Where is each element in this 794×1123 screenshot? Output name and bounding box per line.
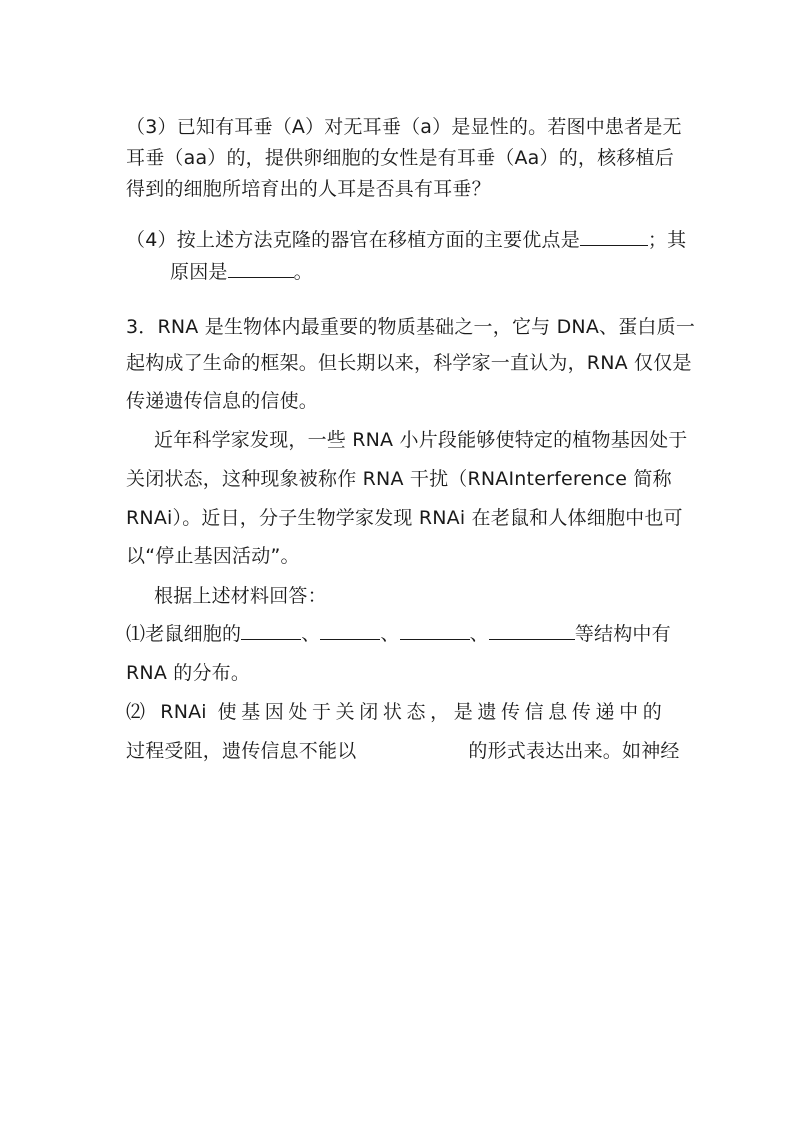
q4-prompt-end: ；其 bbox=[647, 229, 687, 251]
s3-p1-line-1: 3．RNA 是生物体内最重要的物质基础之一，它与 DNA、蛋白质一 bbox=[126, 316, 696, 338]
s3-p1-line-2: 起构成了生命的框架。但长期以来，科学家一直认为，RNA 仅仅是 bbox=[126, 352, 692, 374]
separator: 、 bbox=[301, 623, 321, 645]
s3-p1-line-3: 传递遗传信息的信使。 bbox=[126, 390, 319, 412]
sub2-line-2 bbox=[126, 738, 680, 764]
q3-line-3: 得到的细胞所培育出的人耳是否具有耳垂？ bbox=[126, 178, 491, 200]
separator: 、 bbox=[380, 623, 400, 645]
sub2-text-a: 过程受阻，遗传信息不能以 bbox=[126, 740, 357, 762]
answer-blank[interactable] bbox=[241, 621, 301, 640]
answer-blank[interactable] bbox=[580, 227, 648, 246]
q4-prompt: （4）按上述方法克隆的器官在移植方面的主要优点是 bbox=[126, 229, 580, 251]
q3-line-1: （3）已知有耳垂（A）对无耳垂（a）是显性的。若图中患者是无 bbox=[126, 116, 682, 138]
sub2-text-b: 的形式表达出来。如神经 bbox=[468, 740, 680, 762]
sub1-label-end: 等结构中有 bbox=[574, 623, 671, 645]
q4-line-2 bbox=[170, 259, 660, 285]
answer-blank[interactable] bbox=[228, 259, 294, 278]
s3-p2-line-3: RNAi）。近日，分子生物学家发现 RNAi 在老鼠和人体细胞中也可 bbox=[126, 507, 683, 529]
s3-p3-prompt: 根据上述材料回答： bbox=[154, 585, 327, 607]
answer-blank[interactable] bbox=[320, 621, 380, 640]
q4-reason-label: 原因是 bbox=[170, 261, 228, 283]
s3-p2-line-1: 近年科学家发现，一些 RNA 小片段能够使特定的植物基因处于 bbox=[154, 429, 688, 451]
s3-p2-line-4: 以“停止基因活动”。 bbox=[126, 545, 300, 567]
q3-line-2: 耳垂（aa）的，提供卵细胞的女性是有耳垂（Aa）的，核移植后 bbox=[126, 147, 674, 169]
answer-blank[interactable] bbox=[400, 621, 470, 640]
sub1-label: ⑴老鼠细胞的 bbox=[126, 623, 242, 645]
q4-line-1 bbox=[126, 227, 687, 253]
sub1-line-1 bbox=[126, 621, 671, 647]
sub1-line-2: RNA 的分布。 bbox=[126, 662, 251, 684]
q4-period: 。 bbox=[293, 261, 313, 283]
answer-blank[interactable] bbox=[489, 621, 575, 640]
sub2-line-1: ⑵ RNAi 使基因处于关闭状态，是遗传信息传递中的 bbox=[126, 701, 662, 723]
separator: 、 bbox=[469, 623, 489, 645]
s3-p2-line-2: 关闭状态，这种现象被称作 RNA 干扰（RNAInterference 简称 bbox=[126, 468, 672, 490]
